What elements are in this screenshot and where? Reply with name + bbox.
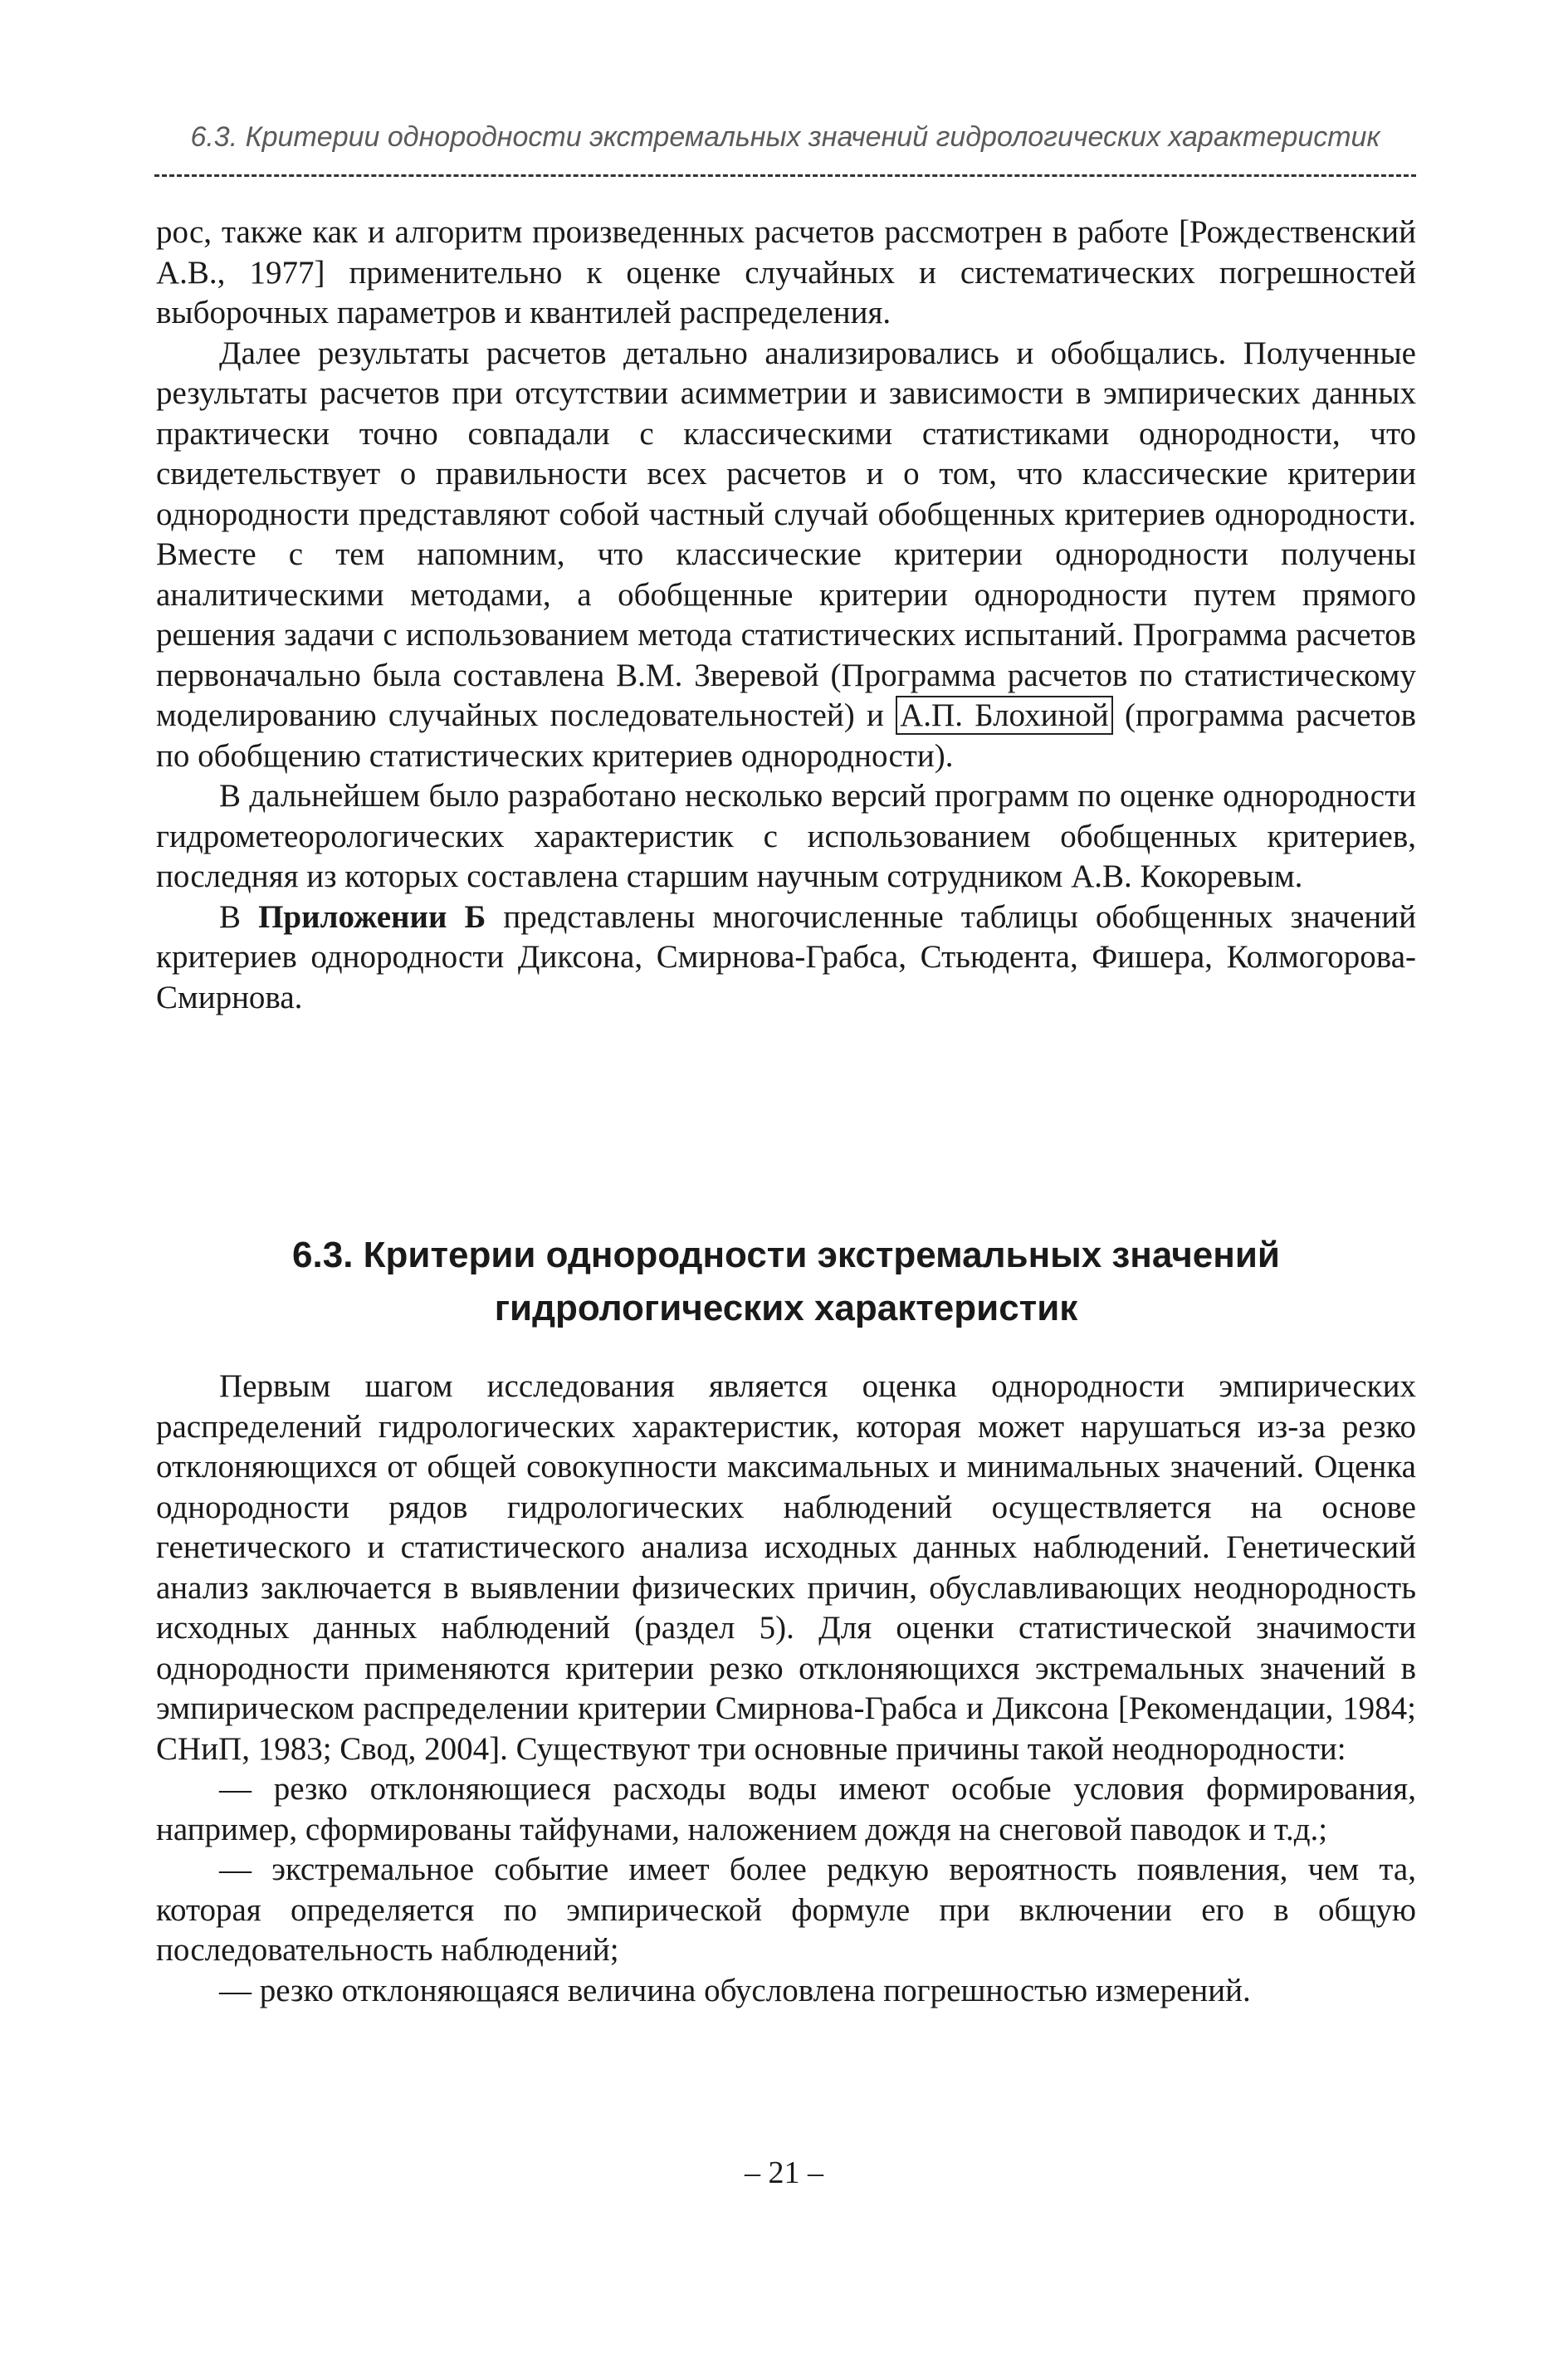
body-text-top	[156, 213, 1416, 1018]
list-item: — резко отклоняющиеся расходы воды имеют особые условия формирования, например, сформированы тайфунами, наложением дождя на снеговой паводок и т.д.;	[156, 1771, 1416, 1847]
appendix-reference: Приложении Б	[258, 898, 486, 935]
paragraph-appendix-lead: В	[219, 898, 242, 935]
list-item: — экстремальное событие имеет более редкую вероятность появления, чем та, которая определяется по эмпирической формуле при включении его в общую последовательность наблюдений;	[156, 1852, 1416, 1968]
boxed-name: А.П. Блохиной	[896, 696, 1113, 735]
page-number: – 21 –	[745, 2155, 823, 2190]
paragraph-results-tail: (программа расчетов по обобщению статистических критериев однородности).	[156, 697, 1416, 774]
paragraph-results	[156, 334, 1416, 777]
section-heading-line-2: гидрологических характеристик	[494, 1288, 1078, 1328]
paragraph-first-step: Первым шагом исследования является оценка однородности эмпирических распределений гидрологических характеристик, которая может нарушаться из-за резко отклоняющихся от общей совокупности максимальных и минимальных значений. Оценка однородности рядов гидрологических наблюдений осуществляется на основе генетического и статистического анализа исходных данных наблюдений. Генетический анализ заключается в выявлении физических причин, обуславливающих неоднородность исходных данных наблюдений (раздел 5). Для оценки статистической значимости однородности применяются критерии резко отклоняющихся экстремальных значений в эмпирическом распределении критерии Смирнова-Грабса и Диксона [Рекомендации, 1984; СНиП, 1983; Свод, 2004]. Существуют три основные причины такой неоднородности:	[156, 1368, 1416, 1767]
section-heading	[156, 1229, 1416, 1335]
paragraph-appendix-text: представлены многочисленные таблицы обобщенных значений критериев однородности Диксона, Смирнова-Грабса, Стьюдента, Фишера, Колмогорова-Смирнова.	[156, 898, 1417, 1015]
list-item: — резко отклоняющаяся величина обусловлена погрешностью измерений.	[219, 1972, 1251, 2008]
body-text-bottom	[156, 1367, 1416, 2011]
paragraph-continuation: рос, также как и алгоритм произведенных расчетов рассмотрен в работе [Рождественский А.В., 1977] применительно к оценке случайных и систематических погрешностей выборочных параметров и квантилей распределения.	[156, 214, 1416, 330]
section-heading-line-1: 6.3. Критерии однородности экстремальных значений	[292, 1235, 1280, 1275]
paragraph-results-text: Далее результаты расчетов детально анализировались и обобщались. Полученные результаты расчетов при отсутствии асимметрии и зависимости в эмпирических данных практически точно совпадали с классическими статистиками однородности, что свидетельствует о правильности всех расчетов и о том, что классические критерии однородности представляют собой частный случай обобщенных критериев однородности. Вместе с тем напомним, что классические критерии однородности получены аналитическими методами, а обобщенные критерии однородности путем прямого решения задачи с использованием метода статистических испытаний. Программа расчетов первоначально была составлена В.М. Зверевой (Программа расчетов по статистическому моделированию случайных последовательностей) и	[156, 335, 1416, 733]
paragraph-appendix	[156, 898, 1416, 1019]
running-header: 6.3. Критерии однородности экстремальных значений гидрологических характеристик	[190, 121, 1380, 153]
header-dashed-rule	[154, 174, 1416, 177]
paragraph-versions: В дальнейшем было разработано несколько версий программ по оценке однородности гидрометеорологических характеристик с использованием обобщенных критериев, последняя из которых составлена старшим научным сотрудником А.В. Кокоревым.	[156, 778, 1416, 894]
